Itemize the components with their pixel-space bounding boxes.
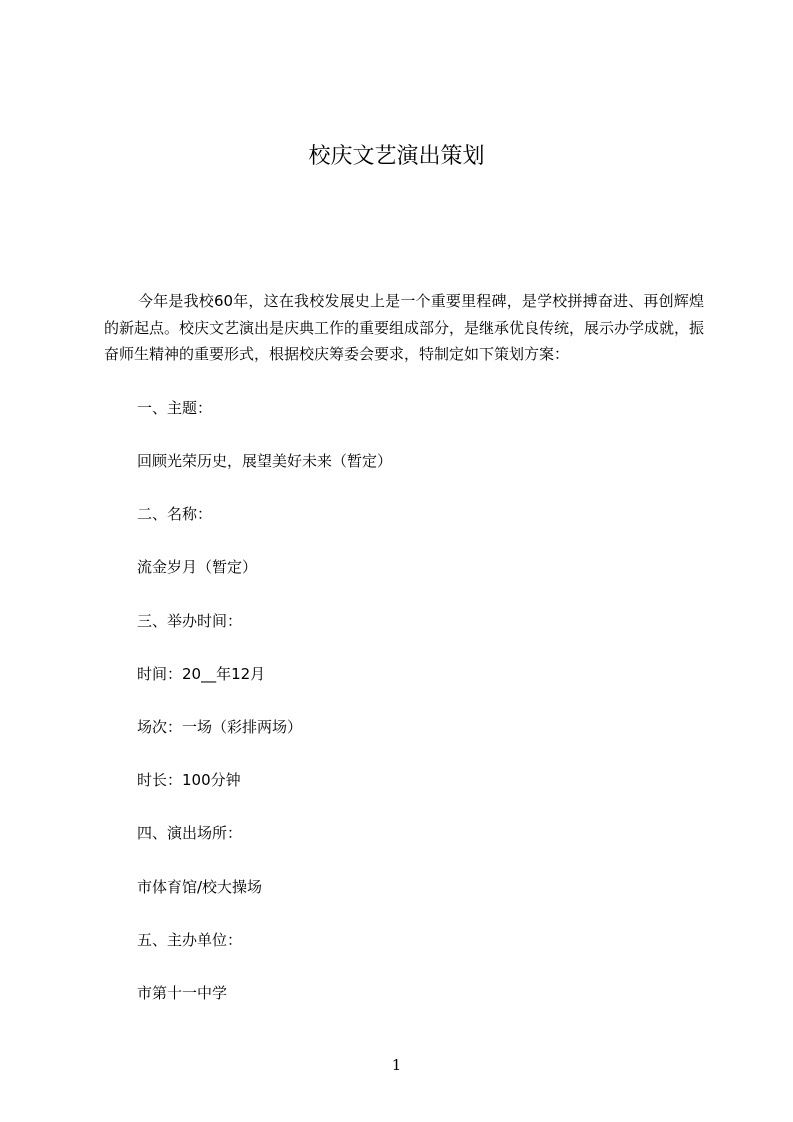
section-heading-venue: 四、演出场所： (137, 824, 243, 842)
section-heading-organizer: 五、主办单位： (137, 931, 243, 949)
time-text: 时间：20__年12月 (137, 665, 266, 683)
page-number: 1 (391, 1056, 402, 1074)
duration-text: 时长：100分钟 (137, 771, 241, 789)
intro-paragraph: 今年是我校60年，这在我校发展史上是一个重要里程碑，是学校拼搏奋进、再创辉煌的新起点。校庆文艺演出是庆典工作的重要组成部分，是继承优良传统，展示办学成就，振奋师生精神的重要形式，根据校庆筹委会要求，特制定如下策划方案： (104, 292, 705, 363)
organizer-text: 市第十一中学 (137, 984, 228, 1002)
theme-text: 回顾光荣历史，展望美好未来（暂定） (137, 452, 393, 470)
name-text: 流金岁月（暂定） (137, 558, 258, 576)
section-heading-theme: 一、主题： (137, 399, 213, 417)
section-heading-time: 三、举办时间： (137, 612, 243, 630)
sessions-text: 场次：一场（彩排两场） (137, 718, 303, 736)
document-title: 校庆文艺演出策划 (308, 144, 485, 169)
venue-text: 市体育馆/校大操场 (137, 878, 263, 896)
section-heading-name: 二、名称： (137, 505, 213, 523)
